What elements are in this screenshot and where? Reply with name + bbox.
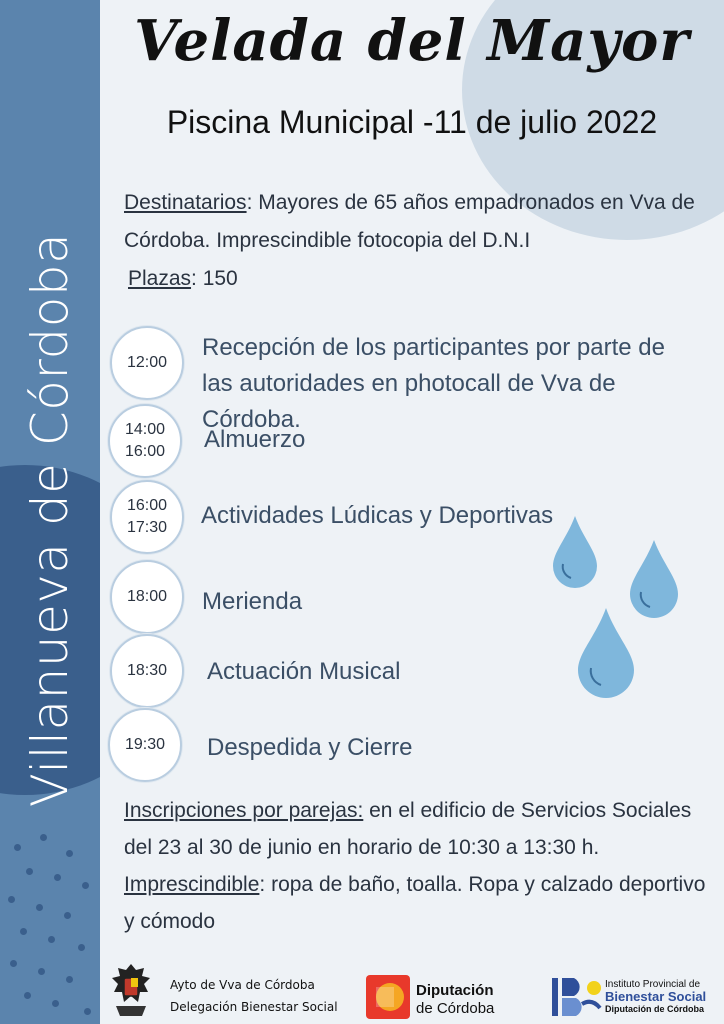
page-title: Velada del Mayor: [134, 8, 690, 74]
ipbs-line2: Bienestar Social: [605, 989, 707, 1004]
time-end: 17:30: [126, 519, 168, 536]
water-drop-icon: [553, 516, 597, 588]
inscripciones-label: Inscripciones por parejas:: [124, 799, 364, 822]
activity-text: Almuerzo: [204, 426, 306, 453]
ipbs-logo-icon: [552, 974, 602, 1020]
inscripciones-text: en el edificio de Servicios Sociales del 23 al 30 de junio en horario de 10:30 a 13:30 h.: [124, 799, 692, 859]
ayto-line2: Delegación Bienestar Social: [170, 1000, 338, 1014]
activity-text: Actuación Musical: [207, 658, 401, 685]
time-slot: [110, 634, 184, 708]
plazas-line: [128, 260, 704, 298]
ayto-line1: Ayto de Vva de Córdoba: [170, 978, 315, 992]
ipbs-credit: [605, 979, 706, 1015]
imprescindible-label: Imprescindible: [124, 873, 260, 896]
activity-text: Despedida y Cierre: [207, 734, 413, 761]
imprescindible-paragraph: [124, 866, 719, 940]
diputacion-logo-icon: [366, 975, 410, 1019]
ipbs-line1: Instituto Provincial de: [605, 979, 701, 990]
time-slot: [110, 480, 184, 554]
time-slot: [110, 326, 184, 400]
activity-text: Recepción de los participantes por parte de las autoridades en photocall de Vva de Córdoba.: [202, 334, 665, 433]
destinatarios-line: [124, 184, 704, 260]
diputacion-line2: de Córdoba: [416, 1000, 495, 1017]
diputacion-credit: [416, 982, 494, 1018]
destinatarios-text: : Mayores de 65 años empadronados en Vva de Córdoba. Imprescindible fotocopia del D.N.I: [124, 191, 695, 252]
coat-of-arms-logo: [104, 962, 158, 1018]
water-drop-icon: [630, 540, 678, 618]
time-start: 18:00: [126, 588, 168, 605]
activity-text: Merienda: [202, 588, 303, 615]
time-start: 19:30: [124, 736, 166, 753]
vertical-town-name: Villanueva de Córdoba: [21, 232, 79, 808]
ipbs-line3: Diputación de Córdoba: [605, 1004, 704, 1014]
time-slot: [110, 560, 184, 634]
destinatarios-label: Destinatarios: [124, 191, 247, 214]
time-start: 12:00: [126, 354, 168, 371]
plazas-label: Plazas: [128, 267, 192, 290]
time-end: 16:00: [124, 443, 166, 460]
time-slot: [108, 708, 182, 782]
side-dots-decoration: [0, 824, 100, 1024]
page-subtitle: Piscina Municipal -11 de julio 2022: [166, 104, 658, 140]
time-start: 18:30: [126, 662, 168, 679]
time-start: 14:00: [124, 421, 166, 438]
imprescindible-text: : ropa de baño, toalla. Ropa y calzado deportivo y cómodo: [124, 873, 706, 933]
diputacion-line1: Diputación: [416, 982, 494, 999]
registration-block: [124, 792, 719, 940]
time-slot: [108, 404, 182, 478]
plazas-text: : 150: [191, 267, 238, 290]
ayto-credit: [170, 974, 338, 1018]
info-block: [124, 184, 704, 298]
water-drop-icon: [578, 608, 634, 698]
time-start: 16:00: [126, 497, 168, 514]
inscripciones-paragraph: [124, 792, 719, 866]
activity-text: Actividades Lúdicas y Deportivas: [201, 502, 554, 529]
